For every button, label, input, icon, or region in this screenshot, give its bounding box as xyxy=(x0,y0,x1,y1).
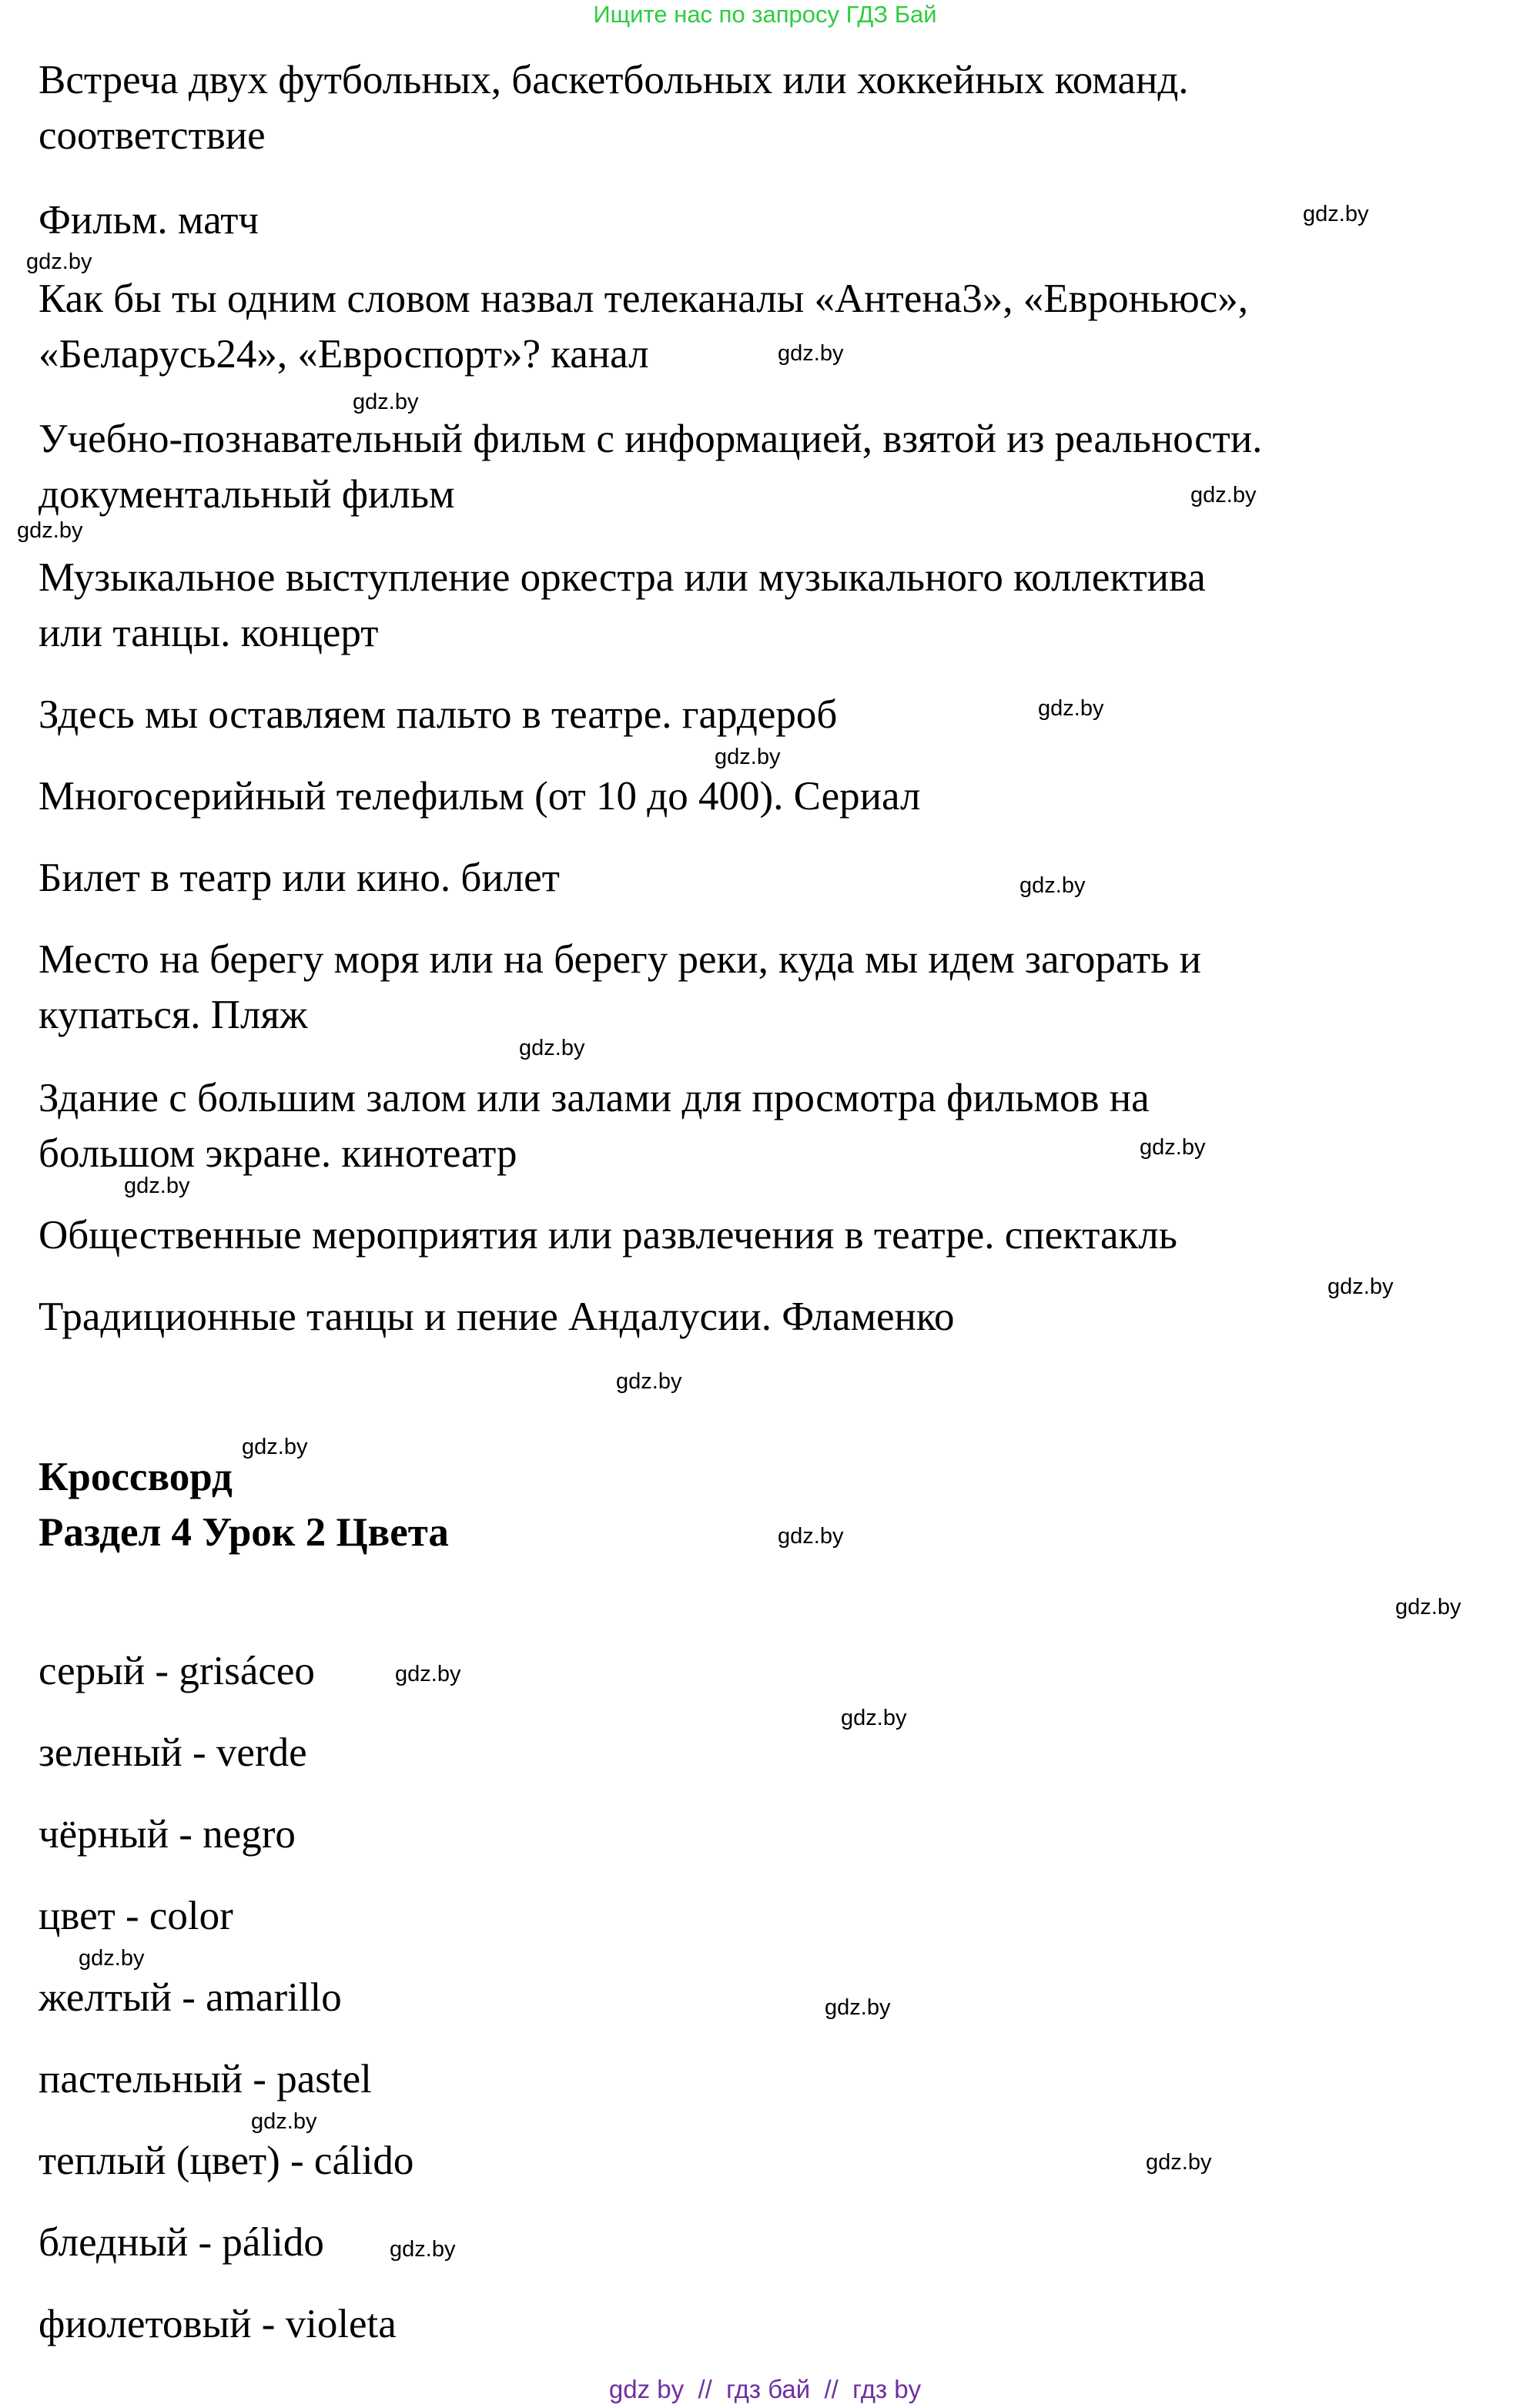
watermark: gdz.by xyxy=(124,1174,190,1198)
watermark: gdz.by xyxy=(841,1706,907,1730)
watermark: gdz.by xyxy=(1303,202,1369,226)
entry-10-line-2: большом экране. кинотеатр xyxy=(39,1131,517,1176)
entry-1 xyxy=(39,52,1486,163)
entry-3-line-2: «Беларусь24», «Евроспорт»? канал xyxy=(39,332,649,377)
entry-5-line-1: Музыкальное выступление оркестра или музыкального коллектива xyxy=(39,555,1206,600)
entry-3-line-1: Как бы ты одним словом назвал телеканалы «Антена3», «Евроньюс», xyxy=(39,276,1249,321)
entry-6-line-1: Здесь мы оставляем пальто в театре. гардероб xyxy=(39,692,838,737)
entry-10 xyxy=(39,1070,1486,1181)
vocab-item-9: фиолетовый - violeta xyxy=(39,2302,397,2346)
entry-2-line-1: Фильм. матч xyxy=(39,198,259,243)
entry-9-line-1: Место на берегу моря или на берегу реки, куда мы идем загорать и xyxy=(39,937,1202,982)
watermark: gdz.by xyxy=(778,341,844,366)
watermark: gdz.by xyxy=(1146,2150,1212,2175)
vocab-item-4: цвет - color xyxy=(39,1894,233,1938)
watermark: gdz.by xyxy=(390,2237,456,2262)
vocab-item-8: бледный - pálido xyxy=(39,2220,324,2265)
vocab-item-1: серый - grisáceo xyxy=(39,1649,315,1693)
watermark: gdz.by xyxy=(79,1946,145,1971)
entry-4 xyxy=(39,411,1486,522)
watermark: gdz.by xyxy=(1019,873,1086,898)
entry-7-line-1: Многосерийный телефильм (от 10 до 400). Сериал xyxy=(39,774,921,819)
crossword-heading: Кроссворд xyxy=(39,1455,233,1499)
entry-9-line-2: купаться. Пляж xyxy=(39,993,308,1037)
watermark: gdz.by xyxy=(519,1036,585,1060)
watermark: gdz.by xyxy=(1038,696,1104,721)
watermark: gdz.by xyxy=(616,1369,682,1394)
watermark: gdz.by xyxy=(26,250,92,274)
watermark: gdz.by xyxy=(353,390,419,414)
watermark: gdz.by xyxy=(17,518,83,543)
entry-4-line-1: Учебно-познавательный фильм с информацией, взятой из реальности. xyxy=(39,417,1263,461)
entry-12 xyxy=(39,1289,1486,1345)
vocab-item-3: чёрный - negro xyxy=(39,1812,296,1857)
watermark: gdz.by xyxy=(715,745,781,769)
vocab-item-5: желтый - amarillo xyxy=(39,1975,342,2020)
entry-3 xyxy=(39,271,1486,382)
entry-5-line-2: или танцы. концерт xyxy=(39,611,379,655)
entry-12-line-1: Традиционные танцы и пение Андалусии. Фламенко xyxy=(39,1294,955,1339)
entry-4-line-2: документальный фильм xyxy=(39,472,455,517)
entry-8-line-1: Билет в театр или кино. билет xyxy=(39,856,560,900)
vocab-item-2: зеленый - verde xyxy=(39,1730,307,1775)
watermark: gdz.by xyxy=(1395,1595,1461,1619)
entry-2 xyxy=(39,193,1486,248)
entry-6 xyxy=(39,687,1486,742)
top-banner[interactable]: Ищите нас по запросу ГДЗ Бай xyxy=(593,1,937,28)
entry-5 xyxy=(39,550,1486,661)
entry-7 xyxy=(39,769,1486,824)
entry-8 xyxy=(39,850,1486,906)
watermark: gdz.by xyxy=(251,2109,317,2134)
watermark: gdz.by xyxy=(1140,1135,1206,1160)
vocab-item-6: пастельный - pastel xyxy=(39,2057,372,2102)
entry-11-line-1: Общественные мероприятия или развлечения в театре. спектакль xyxy=(39,1213,1177,1258)
vocab-item-7: теплый (цвет) - cálido xyxy=(39,2138,414,2183)
watermark: gdz.by xyxy=(242,1435,308,1459)
watermark: gdz.by xyxy=(1190,483,1257,507)
entry-1-line-1: Встреча двух футбольных, баскетбольных или хоккейных команд. xyxy=(39,58,1189,102)
section-heading: Раздел 4 Урок 2 Цвета xyxy=(39,1510,449,1555)
watermark: gdz.by xyxy=(1327,1274,1394,1299)
entry-1-line-2: соответствие xyxy=(39,113,266,158)
watermark: gdz.by xyxy=(825,1995,891,2020)
entry-11 xyxy=(39,1207,1486,1263)
entry-10-line-1: Здание с большим залом или залами для просмотра фильмов на xyxy=(39,1076,1150,1120)
watermark: gdz.by xyxy=(395,1662,461,1686)
watermark: gdz.by xyxy=(778,1524,844,1549)
entry-9 xyxy=(39,932,1486,1043)
footer-links[interactable]: gdz by // гдз бай // гдз by xyxy=(608,2375,922,2403)
